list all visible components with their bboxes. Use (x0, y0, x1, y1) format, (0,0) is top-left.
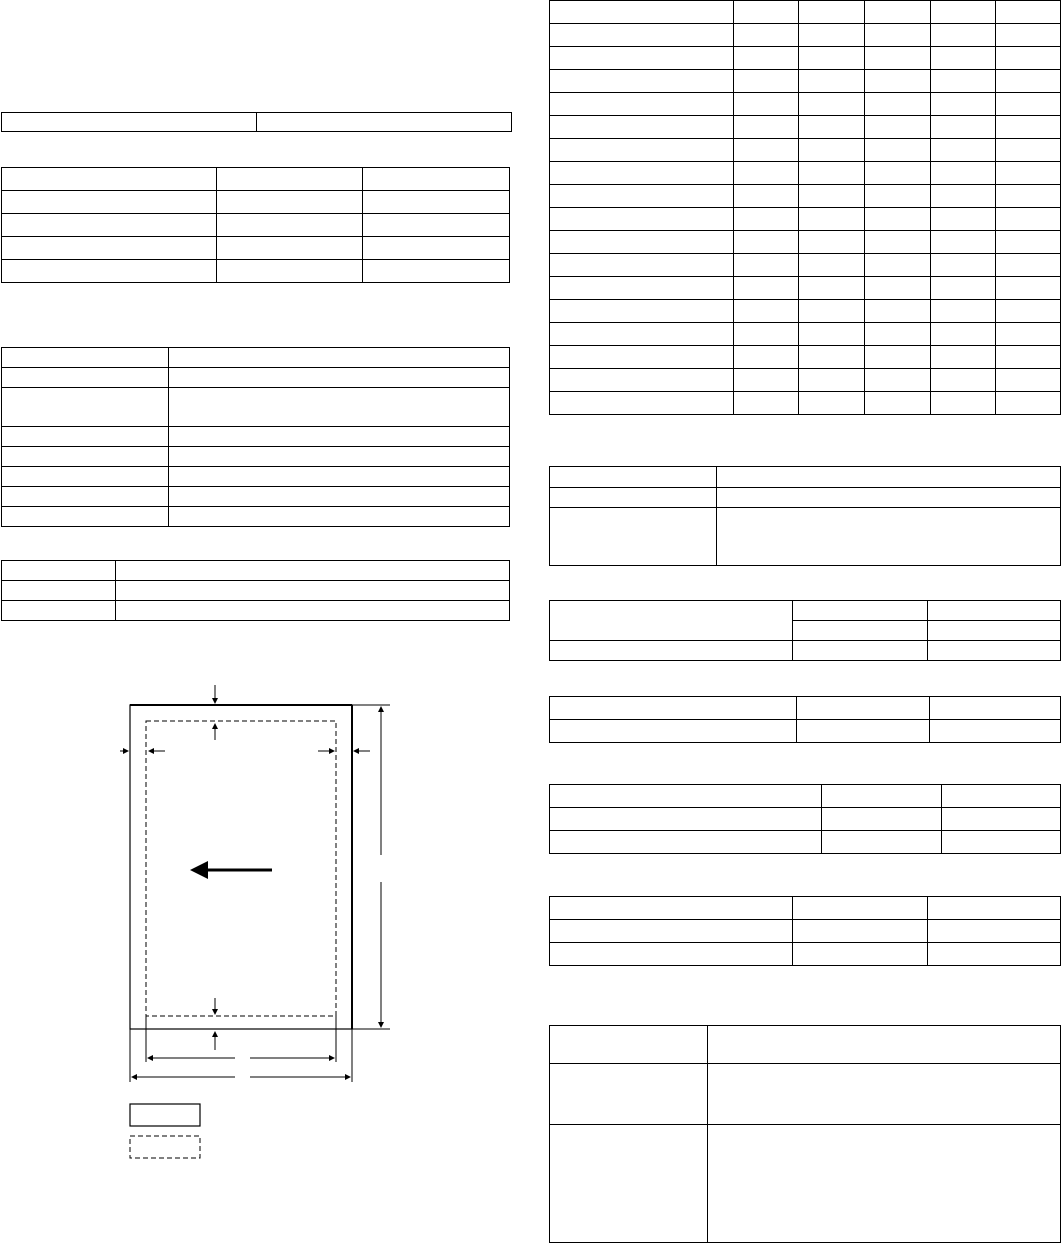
table-cell (550, 897, 793, 920)
table-row (550, 488, 1061, 508)
table-row (550, 369, 1061, 392)
table-cell (550, 508, 717, 566)
table-row (550, 346, 1061, 369)
spec-table-10 (549, 896, 1061, 966)
table-cell (996, 1, 1061, 24)
table-cell (928, 920, 1061, 943)
table-row (550, 208, 1061, 231)
table-cell (928, 943, 1061, 966)
table-cell (865, 47, 931, 70)
table-row (550, 139, 1061, 162)
table-row (550, 897, 1061, 920)
table-cell (996, 116, 1061, 139)
legend-dashed-box (130, 1136, 200, 1158)
table-row (550, 920, 1061, 943)
table-cell (550, 488, 717, 508)
table-cell (942, 808, 1061, 831)
table-cell (550, 254, 734, 277)
table-cell (550, 93, 734, 116)
table-cell (865, 277, 931, 300)
table-cell (708, 1026, 1061, 1064)
table-cell (550, 1, 734, 24)
table-cell (793, 641, 928, 661)
table-cell (931, 208, 996, 231)
table-row (550, 508, 1061, 566)
table-cell (996, 277, 1061, 300)
table-cell (734, 392, 799, 415)
table-cell (996, 392, 1061, 415)
right-margin-indicator (318, 751, 370, 1082)
table-row (550, 116, 1061, 139)
table-cell (942, 831, 1061, 854)
table-cell (799, 392, 865, 415)
printable-area-diagram (0, 0, 520, 1247)
table-cell (799, 254, 865, 277)
feed-direction-arrow (190, 861, 272, 879)
table-cell (550, 70, 734, 93)
table-cell (931, 369, 996, 392)
table-cell (708, 1125, 1061, 1243)
table-cell (822, 785, 942, 808)
table-cell (734, 1, 799, 24)
table-cell (734, 346, 799, 369)
table-cell (931, 323, 996, 346)
table-cell (550, 1064, 708, 1125)
table-cell (931, 47, 996, 70)
table-cell (865, 116, 931, 139)
table-cell (865, 231, 931, 254)
table-cell (930, 697, 1061, 720)
table-cell (799, 277, 865, 300)
table-cell (996, 369, 1061, 392)
table-row (550, 24, 1061, 47)
table-row (550, 254, 1061, 277)
table-cell (550, 162, 734, 185)
table-row (550, 93, 1061, 116)
table-cell (996, 47, 1061, 70)
table-row (550, 808, 1061, 831)
table-cell (996, 185, 1061, 208)
table-cell (930, 720, 1061, 743)
table-cell (797, 720, 930, 743)
table-cell (865, 369, 931, 392)
table-cell (799, 162, 865, 185)
table-cell (996, 70, 1061, 93)
table-cell (799, 116, 865, 139)
table-cell (931, 1, 996, 24)
table-cell (550, 208, 734, 231)
table-row (550, 1125, 1061, 1243)
table-cell (550, 47, 734, 70)
table-cell (550, 277, 734, 300)
table-row (550, 1064, 1061, 1125)
table-row (550, 943, 1061, 966)
table-cell (865, 70, 931, 93)
table-row (550, 641, 1061, 661)
spec-table-5 (549, 0, 1061, 415)
table-cell (550, 943, 793, 966)
table-cell (865, 185, 931, 208)
table-cell (793, 943, 928, 966)
table-cell (550, 139, 734, 162)
table-cell (799, 300, 865, 323)
table-cell (822, 831, 942, 854)
table-cell (550, 323, 734, 346)
table-row (550, 185, 1061, 208)
table-row (550, 1, 1061, 24)
table-row (550, 70, 1061, 93)
table-cell (996, 208, 1061, 231)
table-cell (550, 808, 822, 831)
table-row (550, 785, 1061, 808)
table-cell (865, 323, 931, 346)
table-cell (550, 369, 734, 392)
table-cell (928, 621, 1061, 641)
spec-table-7 (549, 600, 1061, 661)
table-row (550, 277, 1061, 300)
spec-table-6 (549, 466, 1061, 566)
paper-outline (130, 705, 352, 1029)
table-cell (799, 139, 865, 162)
table-row (550, 831, 1061, 854)
table-cell (550, 231, 734, 254)
table-cell (996, 93, 1061, 116)
table-row (550, 47, 1061, 70)
table-cell (793, 897, 928, 920)
table-row (550, 601, 1061, 621)
table-cell (799, 24, 865, 47)
table-row (550, 1026, 1061, 1064)
table-cell (734, 93, 799, 116)
table-cell (734, 47, 799, 70)
table-row (550, 231, 1061, 254)
table-cell (734, 162, 799, 185)
table-cell (717, 467, 1061, 488)
table-cell (550, 116, 734, 139)
table-row (550, 323, 1061, 346)
table-cell (550, 720, 797, 743)
left-margin-indicator (120, 751, 165, 1082)
table-cell (550, 601, 793, 641)
table-cell (996, 162, 1061, 185)
table-cell (931, 277, 996, 300)
table-cell (799, 346, 865, 369)
table-cell (931, 185, 996, 208)
table-row (550, 720, 1061, 743)
table-cell (865, 254, 931, 277)
table-cell (996, 231, 1061, 254)
table-cell (931, 93, 996, 116)
table-cell (734, 185, 799, 208)
table-cell (931, 300, 996, 323)
table-row (550, 162, 1061, 185)
table-cell (734, 300, 799, 323)
table-cell (550, 300, 734, 323)
table-cell (931, 231, 996, 254)
table-cell (550, 831, 822, 854)
table-cell (931, 254, 996, 277)
table-cell (865, 139, 931, 162)
table-cell (734, 231, 799, 254)
legend-solid-box (130, 1104, 200, 1126)
spec-table-11 (549, 1025, 1061, 1243)
table-cell (550, 346, 734, 369)
table-cell (931, 24, 996, 47)
table-cell (799, 93, 865, 116)
table-cell (799, 231, 865, 254)
table-cell (550, 185, 734, 208)
table-cell (865, 346, 931, 369)
table-cell (550, 920, 793, 943)
table-cell (928, 601, 1061, 621)
paper-length-dimension (352, 705, 390, 1029)
table-cell (931, 116, 996, 139)
table-cell (865, 162, 931, 185)
table-cell (708, 1064, 1061, 1125)
table-cell (799, 369, 865, 392)
table-cell (799, 1, 865, 24)
table-cell (799, 185, 865, 208)
table-cell (865, 208, 931, 231)
table-cell (799, 208, 865, 231)
table-cell (931, 70, 996, 93)
table-row (550, 392, 1061, 415)
table-cell (734, 208, 799, 231)
table-cell (865, 392, 931, 415)
table-cell (996, 24, 1061, 47)
table-cell (996, 254, 1061, 277)
table-cell (797, 697, 930, 720)
table-cell (550, 24, 734, 47)
table-cell (799, 323, 865, 346)
table-cell (734, 254, 799, 277)
table-row (550, 300, 1061, 323)
table-cell (942, 785, 1061, 808)
table-cell (931, 346, 996, 369)
table-cell (865, 1, 931, 24)
table-cell (793, 621, 928, 641)
table-cell (734, 277, 799, 300)
table-cell (550, 392, 734, 415)
table-cell (550, 785, 822, 808)
table-cell (928, 641, 1061, 661)
table-cell (793, 920, 928, 943)
table-cell (996, 139, 1061, 162)
table-cell (734, 70, 799, 93)
table-cell (734, 369, 799, 392)
table-cell (550, 1125, 708, 1243)
spec-table-8 (549, 696, 1061, 743)
table-cell (931, 139, 996, 162)
table-cell (996, 346, 1061, 369)
table-cell (822, 808, 942, 831)
table-cell (734, 323, 799, 346)
table-row (550, 467, 1061, 488)
table-row (550, 697, 1061, 720)
table-cell (734, 116, 799, 139)
table-cell (931, 392, 996, 415)
table-cell (734, 139, 799, 162)
table-cell (931, 162, 996, 185)
spec-table-9 (549, 784, 1061, 854)
table-cell (799, 70, 865, 93)
table-cell (799, 47, 865, 70)
table-cell (996, 323, 1061, 346)
table-cell (550, 697, 797, 720)
table-cell (928, 897, 1061, 920)
table-cell (865, 93, 931, 116)
table-cell (865, 300, 931, 323)
table-cell (996, 300, 1061, 323)
table-cell (550, 641, 793, 661)
table-cell (550, 1026, 708, 1064)
table-cell (717, 508, 1061, 566)
table-cell (717, 488, 1061, 508)
table-cell (865, 24, 931, 47)
table-cell (734, 24, 799, 47)
table-cell (550, 467, 717, 488)
table-cell (793, 601, 928, 621)
